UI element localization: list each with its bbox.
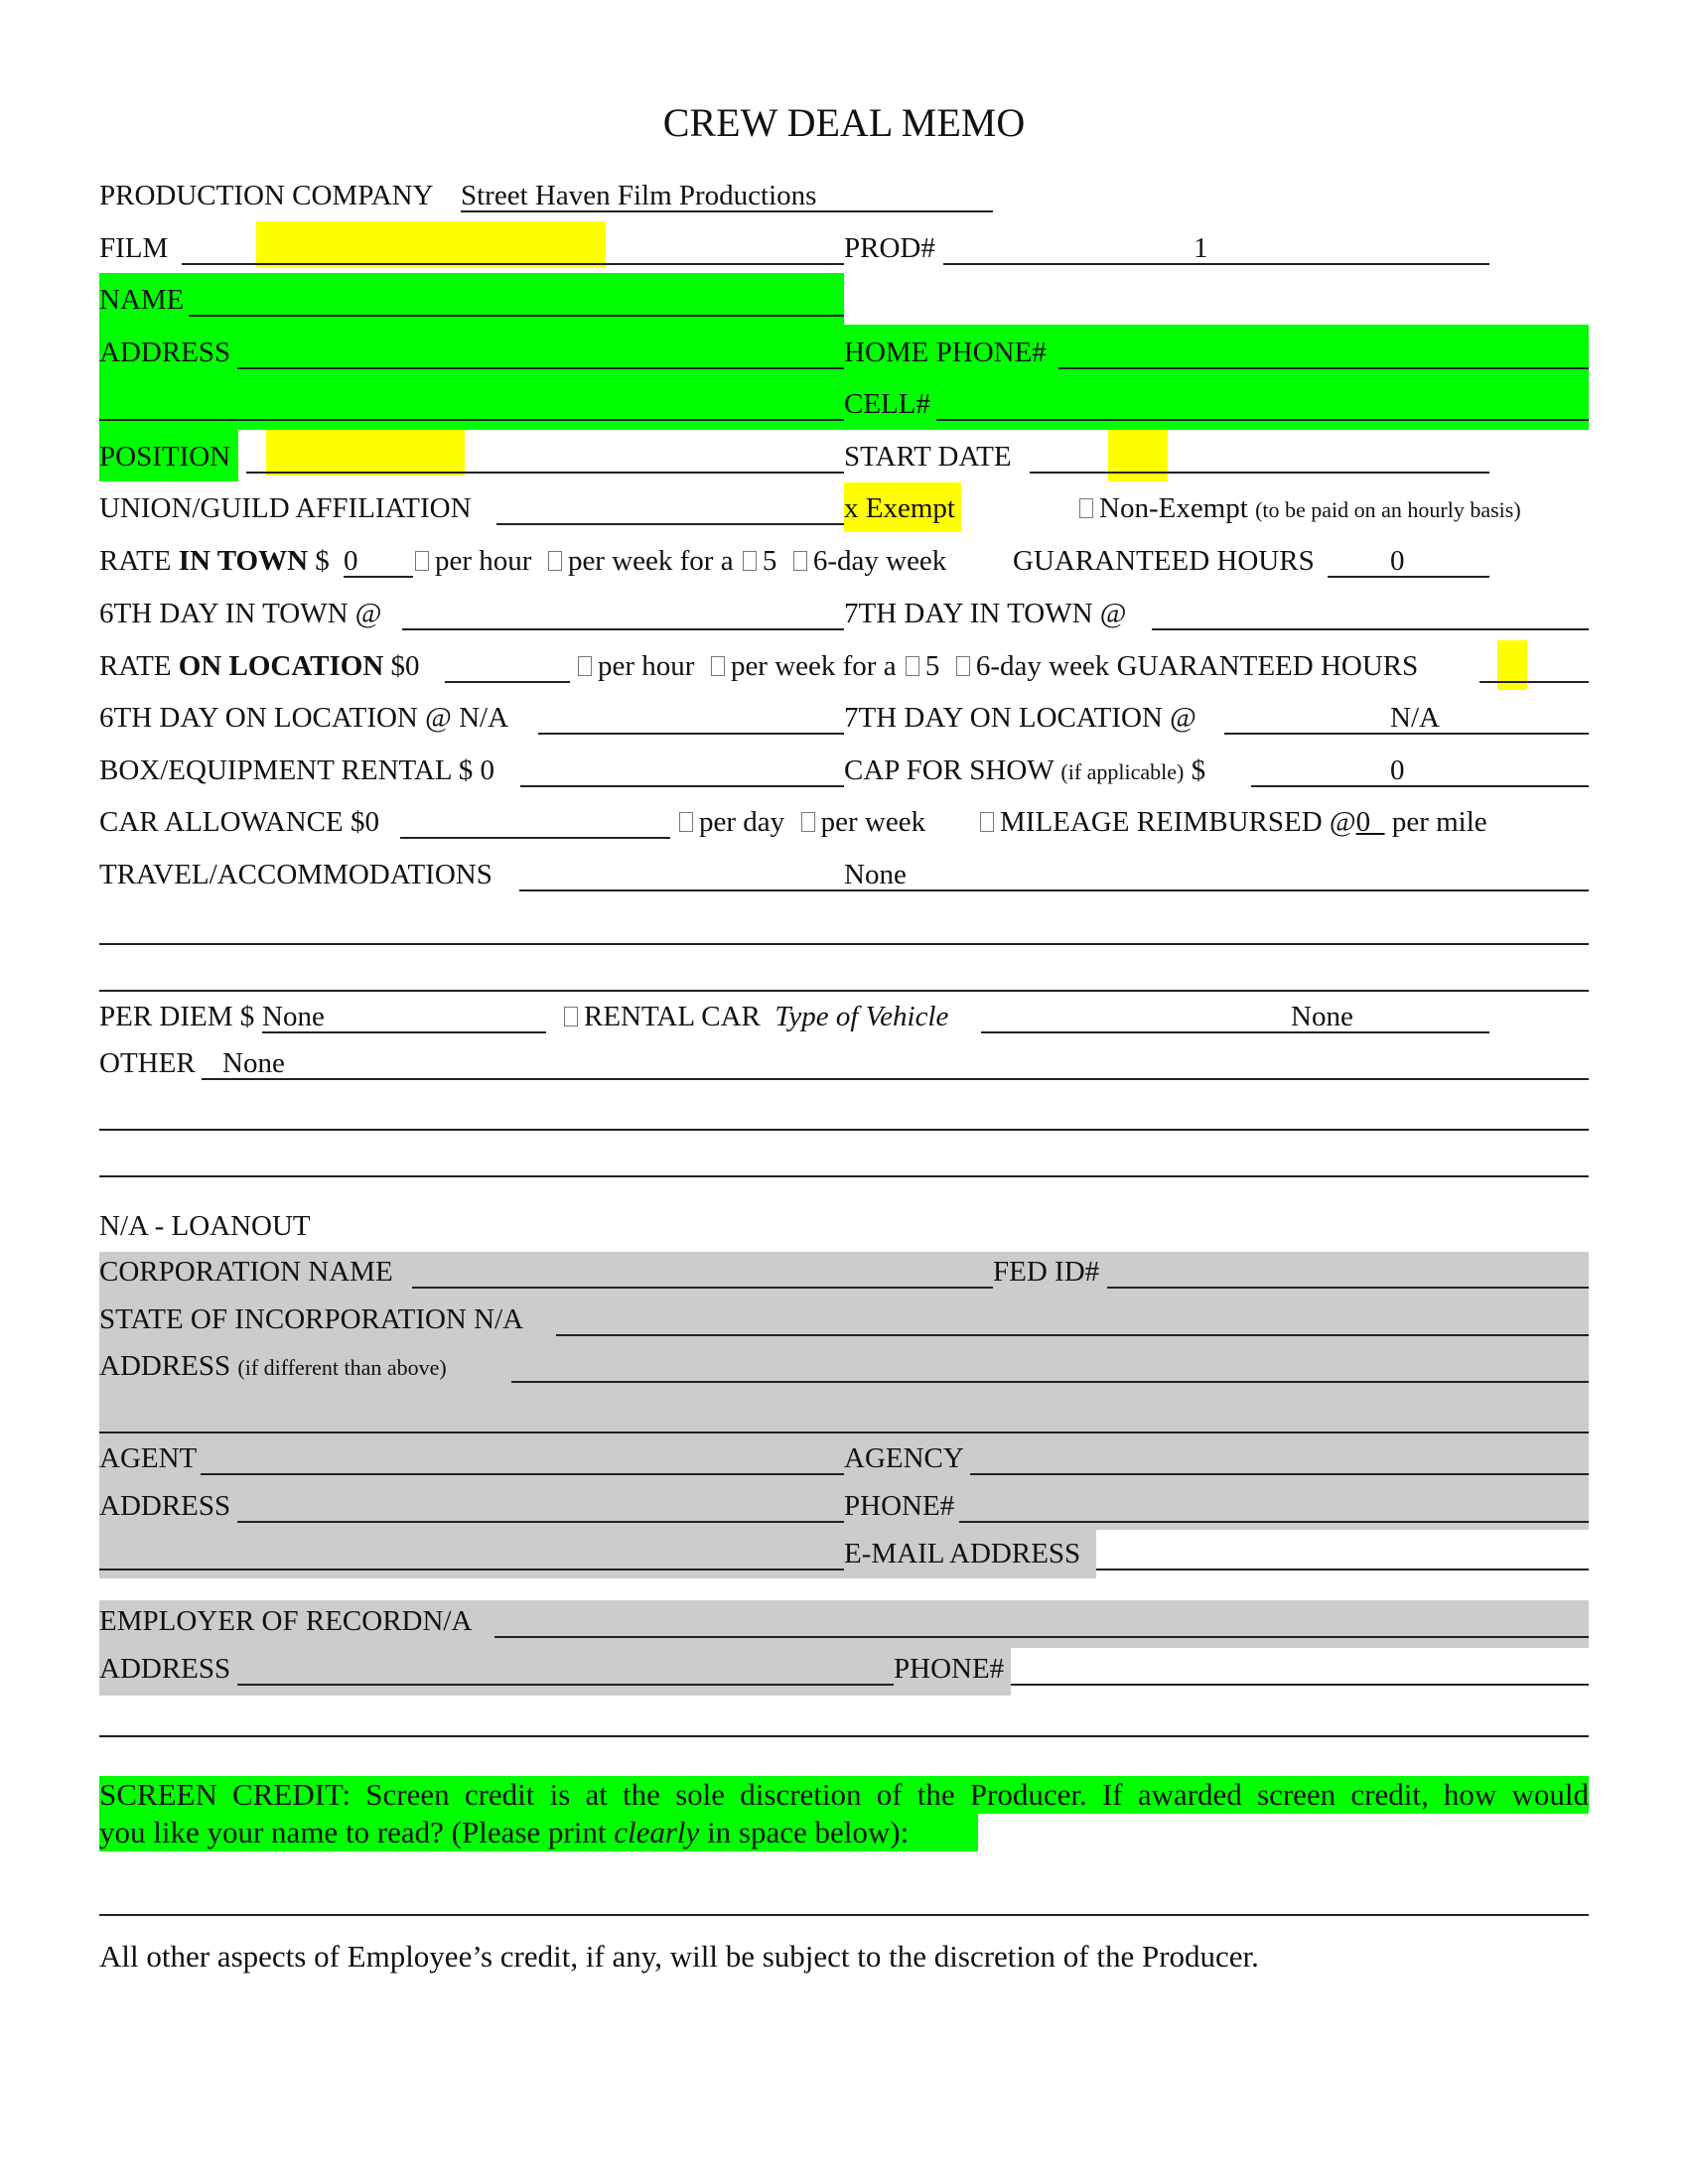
agent-label: AGENT [99, 1442, 198, 1474]
seventh-day-in-town-field[interactable] [1152, 628, 1589, 630]
rental-car-option: RENTAL CAR Type of Vehicle [562, 1003, 948, 1031]
agent-address-line2[interactable] [99, 1569, 844, 1570]
prod-value: 1 [1194, 232, 1208, 264]
travel-label: TRAVEL/ACCOMMODATIONS [99, 859, 492, 890]
other-value: None [222, 1047, 285, 1079]
per-diem-value: None [262, 1001, 325, 1032]
employer-address-field[interactable] [237, 1684, 894, 1686]
location-guaranteed-hours-field[interactable] [1479, 681, 1589, 683]
name-field[interactable] [189, 315, 844, 317]
mileage-value: 0 [1355, 806, 1371, 838]
screen-credit-name-field[interactable] [99, 1914, 1589, 1916]
in-town-days-row [99, 583, 1589, 634]
other-extra-line-2[interactable] [99, 1175, 1589, 1177]
film-field[interactable] [182, 263, 844, 265]
screen-credit-line-1: SCREEN CREDIT: Screen credit is at the sole discretion of the Producer. If awarded screen credit, how would [99, 1777, 1589, 1812]
per-diem-row [99, 986, 1589, 1037]
car-per-day-checkbox[interactable] [679, 812, 693, 832]
car-per-week-checkbox[interactable] [801, 812, 815, 832]
rental-car-checkbox[interactable] [564, 1007, 578, 1026]
other-label: OTHER [99, 1047, 196, 1079]
rate-on-location-options: per hour per week for a 5 6-day week GUARANTEED HOURS [576, 652, 1418, 681]
per-week-checkbox[interactable] [548, 551, 562, 571]
guaranteed-hours-field[interactable] [1328, 576, 1489, 578]
state-of-incorporation-label: STATE OF INCORPORATION N/A [99, 1303, 524, 1335]
rate-on-location-field[interactable] [445, 681, 570, 683]
screen-credit-text [99, 1776, 1589, 1851]
equipment-row [99, 740, 1589, 791]
car-allowance-label: CAR ALLOWANCE $0 [99, 806, 379, 838]
agency-label: AGENCY [844, 1442, 964, 1474]
car-allowance-field[interactable] [400, 837, 670, 839]
email-row [99, 1523, 1589, 1574]
travel-extra-line-1[interactable] [99, 943, 1589, 945]
production-company-row [99, 165, 1589, 216]
production-company-value[interactable]: Street Haven Film Productions [461, 180, 817, 211]
position-label: POSITION [99, 441, 231, 473]
email-label: E-MAIL ADDRESS [844, 1538, 1081, 1570]
name-row [99, 269, 1589, 321]
union-label: UNION/GUILD AFFILIATION [99, 492, 472, 524]
travel-row [99, 844, 1589, 895]
cap-for-show-field[interactable] [1251, 785, 1589, 787]
rate-on-location-label: RATE ON LOCATION $0 [99, 650, 420, 682]
sixth-day-on-location-field[interactable] [538, 733, 844, 735]
start-date-label: START DATE [844, 441, 1012, 473]
address-line2-field[interactable] [99, 419, 844, 421]
employer-row [99, 1590, 1589, 1642]
vehicle-type-value: None [1291, 1001, 1353, 1032]
rate-in-town-value: 0 [344, 545, 358, 577]
production-company-underline [461, 210, 993, 212]
box-rental-field[interactable] [520, 785, 844, 787]
car-allowance-options: per day per week [677, 808, 925, 837]
mileage-option: MILEAGE REIMBURSED @0 per mile [978, 808, 1487, 837]
credit-footer: All other aspects of Employee’s credit, if any, will be subject to the discretion of the Producer. [99, 1939, 1259, 1974]
union-row [99, 478, 1589, 529]
five-day-checkbox[interactable] [743, 551, 757, 571]
guaranteed-hours-value: 0 [1390, 545, 1405, 577]
seventh-day-on-location-value: N/A [1390, 702, 1440, 734]
name-label: NAME [99, 284, 185, 316]
address-field[interactable] [237, 367, 844, 369]
loanout-address-field[interactable] [511, 1381, 1589, 1383]
page-title: CREW DEAL MEMO [662, 100, 1026, 145]
corporation-name-label: CORPORATION NAME [99, 1256, 393, 1288]
agent-row [99, 1428, 1589, 1479]
state-row [99, 1289, 1589, 1340]
prod-label: PROD# [844, 232, 935, 264]
fed-id-label: FED ID# [993, 1256, 1100, 1288]
other-field[interactable] [202, 1078, 1589, 1080]
non-exempt-checkbox[interactable] [1079, 498, 1093, 518]
agent-phone-label: PHONE# [844, 1490, 955, 1522]
employer-phone-label: PHONE# [894, 1653, 1005, 1685]
exempt-option[interactable]: x Exempt [844, 492, 955, 524]
loanout-heading: N/A - LOANOUT [99, 1210, 311, 1242]
other-extra-line-1[interactable] [99, 1129, 1589, 1131]
box-rental-label: BOX/EQUIPMENT RENTAL $ 0 [99, 754, 495, 786]
other-row [99, 1032, 1589, 1084]
employer-address-row [99, 1638, 1589, 1690]
location-per-hour-checkbox[interactable] [578, 656, 592, 676]
guaranteed-hours-label: GUARANTEED HOURS [1013, 545, 1315, 577]
location-six-day-checkbox[interactable] [956, 656, 970, 676]
rate-in-town-row [99, 530, 1589, 582]
rate-in-town-label: RATE IN TOWN $ [99, 545, 330, 577]
position-row [99, 426, 1589, 478]
cell-label: CELL# [844, 388, 930, 420]
film-label: FILM [99, 232, 169, 264]
rate-on-location-row [99, 635, 1589, 687]
rate-in-town-options: per hour per week for a 5 6-day week [413, 547, 946, 576]
rate-in-town-field[interactable] [344, 576, 413, 578]
location-per-week-checkbox[interactable] [711, 656, 725, 676]
film-row [99, 217, 1589, 269]
loanout-address-label: ADDRESS (if different than above) [99, 1350, 447, 1382]
non-exempt-note: (to be paid on an hourly basis) [1255, 497, 1521, 522]
agent-address-label: ADDRESS [99, 1490, 231, 1522]
cap-for-show-value: 0 [1390, 754, 1405, 786]
six-day-checkbox[interactable] [793, 551, 807, 571]
address-row [99, 322, 1589, 373]
per-hour-checkbox[interactable] [415, 551, 429, 571]
sixth-day-in-town-label: 6TH DAY IN TOWN @ [99, 598, 382, 629]
car-allowance-row [99, 791, 1589, 843]
corporation-row [99, 1241, 1589, 1293]
agent-address-row [99, 1475, 1589, 1527]
union-field[interactable] [496, 523, 844, 525]
location-five-day-checkbox[interactable] [906, 656, 919, 676]
seventh-day-on-location-label: 7TH DAY ON LOCATION @ [844, 702, 1196, 734]
sixth-day-in-town-field[interactable] [402, 628, 844, 630]
employer-phone-field[interactable] [1011, 1684, 1589, 1686]
employer-address-label: ADDRESS [99, 1653, 231, 1685]
location-days-row [99, 687, 1589, 739]
travel-value: None [844, 859, 907, 890]
non-exempt-option[interactable] [1077, 494, 1521, 523]
employer-extra-line[interactable] [99, 1735, 1589, 1737]
per-diem-label: PER DIEM $ [99, 1001, 255, 1032]
production-company-label: PRODUCTION COMPANY [99, 180, 434, 211]
cap-for-show-label: CAP FOR SHOW (if applicable) $ [844, 754, 1206, 786]
address-label: ADDRESS [99, 337, 231, 368]
loanout-address-row [99, 1335, 1589, 1387]
employer-label: EMPLOYER OF RECORDN/A [99, 1605, 473, 1637]
home-phone-field[interactable] [1058, 367, 1589, 369]
screen-credit-line-2: you like your name to read? (Please print clearly in space below): [99, 1815, 910, 1849]
travel-field[interactable] [519, 889, 1589, 891]
email-field[interactable] [1096, 1569, 1589, 1570]
mileage-checkbox[interactable] [980, 812, 994, 832]
prod-field[interactable] [943, 263, 1489, 265]
non-exempt-label: Non-Exempt [1099, 492, 1248, 524]
seventh-day-in-town-label: 7TH DAY IN TOWN @ [844, 598, 1127, 629]
home-phone-label: HOME PHONE# [844, 337, 1047, 368]
sixth-day-on-location-label: 6TH DAY ON LOCATION @ N/A [99, 702, 509, 734]
address-line2-row [99, 373, 1589, 425]
loanout-heading-row [99, 1195, 1589, 1247]
cell-field[interactable] [936, 419, 1589, 421]
position-field[interactable] [246, 472, 844, 474]
start-date-field[interactable] [1030, 472, 1489, 474]
